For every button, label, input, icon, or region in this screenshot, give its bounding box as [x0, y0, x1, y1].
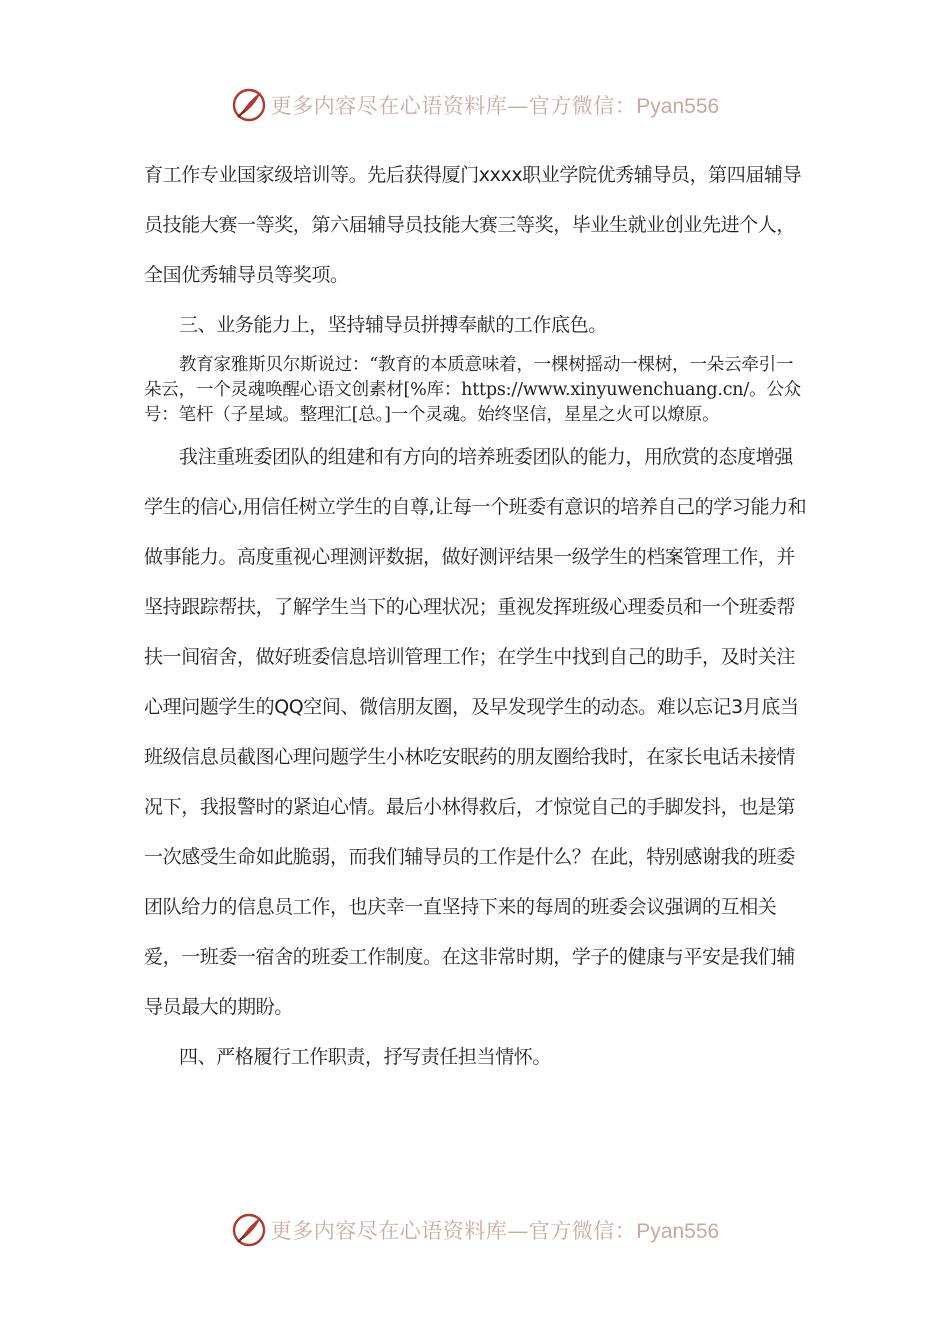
wechat-id: Pyan556: [636, 95, 720, 118]
header-banner-text: 更多内容尽在心语资料库—官方微信：Pyan556: [270, 94, 720, 118]
footer-banner-text: 更多内容尽在心语资料库—官方微信：Pyan556: [270, 1219, 720, 1243]
footer-banner: [0, 1210, 950, 1250]
quill-pen-circle-icon: [231, 1212, 267, 1248]
quote-paragraph: 教育家雅斯贝尔斯说过：“教育的本质意味着，一棵树摇动一棵树，一朵云牵引一朵云，一个灵魂唤醒心语文创素材[%库：https://www.xinyuwenchuang.cn/。公众号：笔杆（子星域。整理汇[总。]一个灵魂。始终坚信，星星之火可以燎原。: [144, 355, 801, 425]
header-banner: [0, 85, 950, 125]
paragraph-awards: 育工作专业国家级培训等。先后获得厦门xxxx职业学院优秀辅导员，第四届辅导员技能大赛一等奖，第六届辅导员技能大赛三等奖，毕业生就业创业先进个人，全国优秀辅导员等奖项。: [144, 164, 802, 286]
paragraph-class-committee: 我注重班委团队的组建和有方向的培养班委团队的能力，用欣赏的态度增强学生的信心,用信任树立学生的自尊,让每一个班委有意识的培养自己的学习能力和做事能力。高度重视心理测评数据，做好测评结果一级学生的档案管理工作，并坚持跟踪帮扶，了解学生当下的心理状况；重视发挥班级心理委员和一个班委帮扶一间宿舍，做好班委信息培训管理工作；在学生中找到自己的助手，及时关注心理问题学生的QQ空间、微信朋友圈，及早发现学生的动态。难以忘记3月底当班级信息员截图心理问题学生小林吃安眠药的朋友圈给我时，在家长电话未接情况下，我报警时的紧迫心情。最后小林得救后，才惊觉自己的手脚发抖，也是第一次感受生命如此脆弱，而我们辅导员的工作是什么？在此，特别感谢我的班委团队给力的信息员工作，也庆幸一直坚持下来的每周的班委会议强调的互相关爱，一班委一宿舍的班委工作制度。在这非常时期，学子的健康与平安是我们辅导员最大的期盼。: [144, 446, 807, 1018]
section-heading-4: 四、严格履行工作职责，抒写责任担当情怀。: [179, 1046, 552, 1068]
wechat-id: Pyan556: [636, 1220, 720, 1243]
document-body: [144, 150, 809, 1082]
quill-pen-circle-icon: [231, 87, 267, 123]
section-heading-3: 三、业务能力上，坚持辅导员拼搏奉献的工作底色。: [179, 314, 607, 336]
